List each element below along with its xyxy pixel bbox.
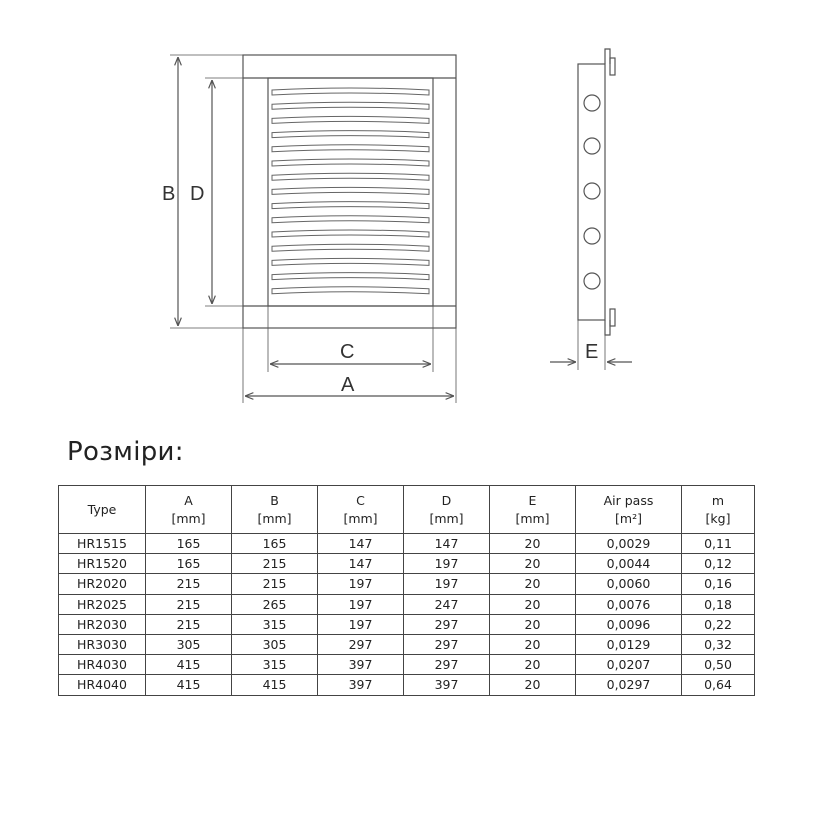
- table-cell: 20: [490, 675, 576, 695]
- table-cell: HR1520: [59, 554, 146, 574]
- table-cell: 0,0129: [576, 634, 682, 654]
- column-header: [232, 486, 318, 534]
- label-d: D: [190, 183, 205, 205]
- column-header-name: D: [441, 492, 452, 508]
- table-cell: 20: [490, 554, 576, 574]
- column-header: [490, 486, 576, 534]
- louvre-slat: [272, 216, 429, 223]
- table-row: [59, 534, 755, 554]
- table-cell: 20: [490, 534, 576, 554]
- table-cell: 305: [146, 634, 232, 654]
- table-cell: 215: [232, 554, 318, 574]
- label-e: E: [585, 341, 599, 363]
- table-cell: 0,0044: [576, 554, 682, 574]
- column-header-unit: [mm]: [343, 510, 378, 526]
- table-cell: 20: [490, 655, 576, 675]
- table-cell: 0,22: [682, 614, 755, 634]
- column-header-unit: [mm]: [515, 510, 550, 526]
- table-cell: 147: [318, 554, 404, 574]
- column-header-name: m: [711, 492, 725, 508]
- table-body: [59, 534, 755, 696]
- table-header-row: [59, 486, 755, 534]
- table-row: [59, 634, 755, 654]
- louvre-slat: [272, 202, 429, 209]
- table-cell: 265: [232, 594, 318, 614]
- table-cell: 20: [490, 634, 576, 654]
- column-header-unit: [kg]: [705, 510, 731, 526]
- table-cell: HR4040: [59, 675, 146, 695]
- label-b: B: [162, 183, 176, 205]
- column-header-name: E: [528, 492, 537, 508]
- column-header: [404, 486, 490, 534]
- louvre-slat: [272, 230, 429, 237]
- table-cell: 197: [318, 594, 404, 614]
- table-row: [59, 675, 755, 695]
- table-cell: 0,0029: [576, 534, 682, 554]
- table-cell: 165: [146, 554, 232, 574]
- column-header-name: Type: [87, 501, 117, 517]
- label-c: C: [340, 341, 355, 363]
- table-cell: 0,0060: [576, 574, 682, 594]
- louvre-slat: [272, 187, 429, 194]
- table-row: [59, 574, 755, 594]
- side-view: [550, 49, 632, 370]
- louvre-slat: [272, 173, 429, 180]
- table-cell: 0,11: [682, 534, 755, 554]
- table-cell: 0,32: [682, 634, 755, 654]
- column-header-unit: [m²]: [615, 510, 642, 526]
- louvre-slat: [272, 88, 429, 95]
- louvres: [272, 88, 429, 294]
- table-cell: 0,18: [682, 594, 755, 614]
- table-cell: 197: [404, 574, 490, 594]
- table-cell: 197: [318, 614, 404, 634]
- page-title: Розміри:: [67, 437, 184, 467]
- column-header: [318, 486, 404, 534]
- label-a: A: [341, 374, 355, 396]
- table-row: [59, 594, 755, 614]
- table-cell: 415: [232, 675, 318, 695]
- louvre-slat: [272, 131, 429, 138]
- table-cell: 0,12: [682, 554, 755, 574]
- louvre-slat: [272, 159, 429, 166]
- table-cell: 215: [232, 574, 318, 594]
- louvre-slat: [272, 116, 429, 123]
- table-cell: HR4030: [59, 655, 146, 675]
- table-row: [59, 655, 755, 675]
- table-cell: 197: [404, 554, 490, 574]
- table-cell: 0,16: [682, 574, 755, 594]
- front-view: [170, 55, 456, 403]
- table-cell: 305: [232, 634, 318, 654]
- table-cell: 315: [232, 655, 318, 675]
- table-cell: 0,0297: [576, 675, 682, 695]
- table-cell: 0,64: [682, 675, 755, 695]
- table-cell: 397: [404, 675, 490, 695]
- table-cell: HR2025: [59, 594, 146, 614]
- column-header-name: C: [356, 492, 365, 508]
- table-cell: 147: [404, 534, 490, 554]
- column-header: [682, 486, 755, 534]
- table-cell: 147: [318, 534, 404, 554]
- column-header-name: Air pass: [603, 492, 654, 508]
- column-header-unit: [mm]: [171, 510, 206, 526]
- table-cell: 297: [404, 634, 490, 654]
- table-cell: 0,50: [682, 655, 755, 675]
- table-cell: HR2020: [59, 574, 146, 594]
- louvre-slat: [272, 244, 429, 251]
- table-cell: 297: [318, 634, 404, 654]
- table-cell: 165: [146, 534, 232, 554]
- table-cell: 415: [146, 655, 232, 675]
- table-cell: 20: [490, 594, 576, 614]
- table-row: [59, 614, 755, 634]
- table-cell: 215: [146, 614, 232, 634]
- table-cell: 215: [146, 594, 232, 614]
- table-cell: 0,0207: [576, 655, 682, 675]
- dimensions-table: [58, 485, 755, 696]
- column-header-unit: [mm]: [429, 510, 464, 526]
- column-header: [146, 486, 232, 534]
- table-cell: 397: [318, 675, 404, 695]
- column-header-name: B: [270, 492, 279, 508]
- table-cell: HR2030: [59, 614, 146, 634]
- table-cell: 197: [318, 574, 404, 594]
- table-cell: 215: [146, 574, 232, 594]
- side-holes: [584, 95, 600, 289]
- louvre-slat: [272, 258, 429, 265]
- louvre-slat: [272, 273, 429, 280]
- table-cell: 397: [318, 655, 404, 675]
- table-cell: 0,0096: [576, 614, 682, 634]
- table-cell: 247: [404, 594, 490, 614]
- table-cell: HR1515: [59, 534, 146, 554]
- table-cell: 315: [232, 614, 318, 634]
- column-header: [59, 486, 146, 534]
- table-cell: 0,0076: [576, 594, 682, 614]
- column-header-unit: [mm]: [257, 510, 292, 526]
- table-cell: HR3030: [59, 634, 146, 654]
- louvre-slat: [272, 287, 429, 294]
- table-row: [59, 554, 755, 574]
- column-header: [576, 486, 682, 534]
- table-cell: 297: [404, 614, 490, 634]
- louvre-slat: [272, 145, 429, 152]
- table-cell: 415: [146, 675, 232, 695]
- table-cell: 20: [490, 614, 576, 634]
- table-cell: 297: [404, 655, 490, 675]
- side-body: [578, 64, 605, 320]
- louvre-slat: [272, 102, 429, 109]
- table-cell: 165: [232, 534, 318, 554]
- column-header-name: A: [184, 492, 193, 508]
- table-cell: 20: [490, 574, 576, 594]
